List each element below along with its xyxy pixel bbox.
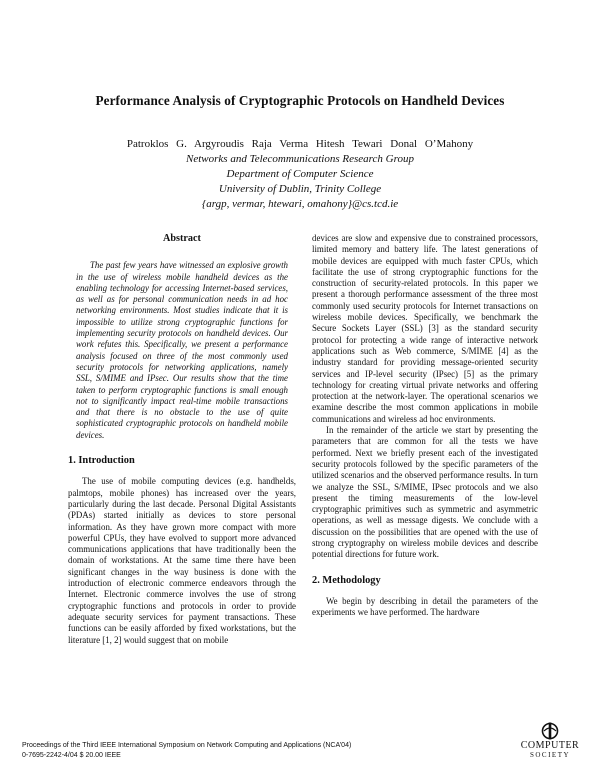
affiliation-group: Networks and Telecommunications Research Group [186,153,414,165]
intro-paragraph-1: The use of mobile computing devices (e.g. handhelds, palmtops, mobile phones) has increased over the years, particularly during the last decade. Personal Digital Assistants (PDAs) started initially as devices to store personal information. As they have grown more compact with more powerful CPUs, they have evolved to support more advanced communications applications that have traditionally been the domain of workstations. At the same time there have been significant changes in the way business is done with the introduction of electronic commerce endeavors through the Internet. Electronic commerce involves the use of strong cryptographic functions and protocols in order to provide adequate security services for payment transactions. These functions can be easily afforded by fixed workstations, but the literature [1, 2] would suggest that on mobile [68,476,296,645]
abstract-heading: Abstract [163,233,201,244]
intro-paragraph-2: In the remainder of the article we start by presenting the parameters that are common for all the tests we have performed. Next we briefly present each of the investigated security protocols followed by the specific parameters of the utilized scenarios and the observed performance results. In turn we analyze the SSL, S/MIME, IPsec protocols and we also present the timing measurements of the low-level cryptographic primitives such as symmetric and asymmetric operations, as well as message digests. We conclude with a discussion on the possibilities that are opened with the use of strong cryptography on wireless mobile devices and describe potential directions for future work. [312,425,538,560]
affiliation-university: University of Dublin, Trinity College [218,183,382,195]
abstract-text: The past few years have witnessed an explosive growth in the use of wireless mobile handheld devices as the enabling technology for accessing Internet-based services, as well as for personal communication needs in ad hoc networking environments. Most studies indicate that it is impossible to utilize strong cryptographic functions for implementing security protocols on handheld devices. Our work refutes this. Specifically, we present a performance analysis focused on three of the most commonly used security protocols for networking applications, namely SSL, S/MIME and IPsec. Our results show that the time taken to perform cryptographic functions is small enough not to significantly impact real-time mobile transactions and that there is no obstacle to the use of quite sophisticated cryptographic protocols on handheld mobile devices. [76,260,288,440]
logo-society-text: SOCIETY [529,751,571,759]
proceedings-footer [22,741,462,761]
affiliation-emails: {argp, vermar, htewari, omahony}@cs.tcd.ie [201,198,399,210]
footer-proceedings-line: Proceedings of the Third IEEE International Symposium on Network Computing and Applications (NCA’04) [22,742,352,749]
logo-computer-text: COMPUTER [520,740,580,751]
section-heading-methodology: 2. Methodology [312,574,381,586]
computer-society-logo [512,722,588,772]
affiliation-department: Department of Computer Science [226,168,374,180]
methodology-paragraph-1: We begin by describing in detail the parameters of the experiments we have performed. The hardware [312,595,538,618]
right-column [312,233,538,619]
author-list: Patroklos G. Argyroudis Raja Verma Hitesh Tewari Donal O’Mahony [126,138,474,150]
intro-paragraph-1-continued: devices are slow and expensive due to constrained processors, limited memory and battery life. The latest generations of mobile devices are equipped with much faster CPUs, which facilitate the use of strong cryptographic functions for the construction of security-related protocols. In this paper we present a thorough performance assessment of the three most commonly used security protocols for Internet transactions on wireless mobile devices. Specifically, we benchmark the Secure Sockets Layer (SSL) [3] as the standard security protocol for protecting a wide range of interactive network applications such as Web commerce, S/MIME [4] as the industry standard for providing message-oriented security services and IP-level security (IPsec) [5] as the primary technology for creating virtual private networks and offering protection at the network-layer. The operational scenarios we examine describe the most common applications in mobile communications and wireless ad hoc environments. [312,233,538,424]
left-column [68,233,296,646]
section-heading-introduction: 1. Introduction [68,455,135,467]
ieee-cs-emblem-icon [540,722,560,740]
paper-title: Performance Analysis of Cryptographic Protocols on Handheld Devices [95,93,505,108]
footer-isbn-line: 0-7695-2242-4/04 $ 20.00 IEEE [22,752,121,759]
